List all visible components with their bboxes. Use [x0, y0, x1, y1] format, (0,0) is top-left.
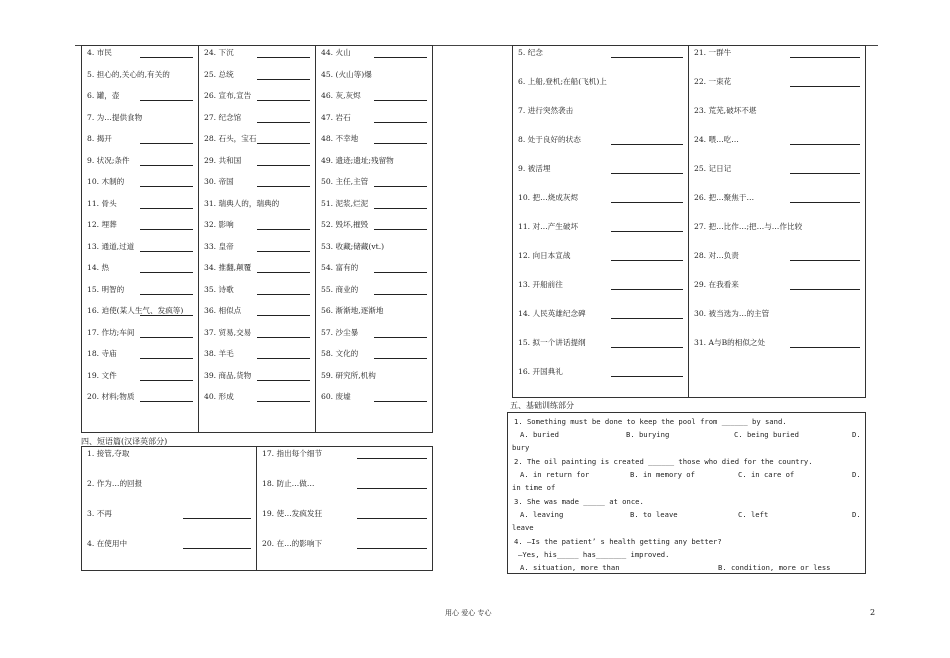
- answer-blank[interactable]: [611, 173, 683, 174]
- list-item: [694, 165, 865, 194]
- answer-blank[interactable]: [140, 186, 193, 187]
- answer-blank[interactable]: [374, 358, 427, 359]
- item-label: 7. 进行突然袭击: [518, 106, 574, 115]
- answer-blank[interactable]: [374, 186, 427, 187]
- item-label: 58. 文化的: [321, 349, 359, 358]
- answer-blank[interactable]: [140, 143, 193, 144]
- answer-blank[interactable]: [611, 144, 683, 145]
- answer-blank[interactable]: [790, 173, 860, 174]
- q3-option-c: C. left: [738, 510, 769, 519]
- answer-blank[interactable]: [140, 57, 193, 58]
- list-item: [87, 350, 198, 372]
- answer-blank[interactable]: [374, 208, 427, 209]
- answer-blank[interactable]: [257, 122, 310, 123]
- item-label: 30. 被当选为…的主管: [694, 309, 770, 318]
- page-footer: 用心 爱心 专心: [445, 609, 492, 617]
- list-item: [87, 157, 198, 179]
- answer-blank[interactable]: [790, 289, 860, 290]
- list-item: [262, 480, 432, 510]
- list-item: [694, 281, 865, 310]
- item-label: 9. 被活埋: [518, 164, 551, 173]
- list-item: [262, 540, 432, 570]
- list-item: [518, 368, 688, 397]
- item-label: 1. 接管,夺取: [87, 449, 130, 458]
- item-label: 6. 上船,登机;在船(飞机)上: [518, 77, 607, 86]
- item-label: 13. 开船前往: [518, 280, 563, 289]
- item-label: 31. A与B的相似之处: [694, 338, 766, 347]
- list-item: [87, 200, 198, 222]
- item-label: 60. 废墟: [321, 392, 351, 401]
- list-item: [321, 393, 432, 415]
- list-item: [694, 339, 865, 368]
- answer-blank[interactable]: [374, 337, 427, 338]
- phrases-section-title: 四、短语篇(汉译英部分): [81, 437, 168, 446]
- item-label: 16. 迫使(某人生气、发疯等): [87, 306, 184, 315]
- list-item: [518, 136, 688, 165]
- answer-blank[interactable]: [611, 260, 683, 261]
- item-label: 27. 把…比作…;把…与…作比较: [694, 222, 803, 231]
- answer-blank[interactable]: [790, 86, 860, 87]
- answer-blank[interactable]: [257, 272, 310, 273]
- q1-option-d: D.: [852, 430, 861, 439]
- answer-blank[interactable]: [374, 229, 427, 230]
- item-label: 24. 下沉: [204, 48, 234, 57]
- list-item: [204, 372, 315, 394]
- list-item: [204, 200, 315, 222]
- vocab-column-3: [316, 46, 433, 433]
- list-item: [321, 92, 432, 114]
- item-label: 24. 喂…吃…: [694, 135, 739, 144]
- item-label: 56. 渐渐地,逐渐地: [321, 306, 384, 315]
- list-item: [321, 135, 432, 157]
- item-label: 6. 罐，壶: [87, 91, 120, 100]
- list-item: [87, 71, 198, 93]
- list-item: [694, 107, 865, 136]
- q2-option-a: A. in return for: [520, 470, 590, 479]
- answer-blank[interactable]: [140, 251, 193, 252]
- list-item: [518, 252, 688, 281]
- item-label: 27. 纪念馆: [204, 112, 242, 122]
- answer-blank[interactable]: [357, 458, 427, 459]
- answer-blank[interactable]: [357, 488, 427, 489]
- list-item: [321, 49, 432, 71]
- question-4-reply: —Yes, his_____ has_______ improved.: [518, 550, 670, 559]
- answer-blank[interactable]: [257, 401, 310, 402]
- item-label: 45. (火山等)爆: [321, 69, 372, 79]
- item-label: 50. 主任,主管: [321, 177, 369, 186]
- answer-blank[interactable]: [140, 315, 193, 316]
- item-label: 44. 火山: [321, 48, 351, 57]
- list-item: [518, 107, 688, 136]
- answer-blank[interactable]: [257, 143, 310, 144]
- list-item: [518, 223, 688, 252]
- answer-blank[interactable]: [140, 380, 193, 381]
- item-label: 40. 形成: [204, 392, 234, 401]
- list-item: [87, 480, 256, 510]
- item-label: 18. 寺庙: [87, 349, 117, 358]
- list-item: [87, 221, 198, 243]
- phrases-right-column-1: [513, 46, 689, 398]
- item-label: 34. 推翻,颠覆: [204, 263, 252, 272]
- list-item: [87, 264, 198, 286]
- list-item: [321, 114, 432, 136]
- answer-blank[interactable]: [357, 548, 427, 549]
- q1-option-b: B. burying: [626, 430, 670, 439]
- phrases-left-column-1: [82, 447, 257, 571]
- item-label: 20. 材料;物质: [87, 392, 135, 401]
- list-item: [518, 339, 688, 368]
- list-item: [321, 221, 432, 243]
- answer-blank[interactable]: [790, 144, 860, 145]
- item-label: 8. 揭开: [87, 134, 112, 143]
- item-label: 28. 石头，宝石: [204, 134, 257, 143]
- item-label: 32. 影响: [204, 220, 234, 229]
- answer-blank[interactable]: [183, 548, 251, 549]
- item-label: 12. 向日本宣战: [518, 251, 571, 260]
- item-label: 48. 不幸地: [321, 134, 359, 143]
- list-item: [87, 450, 256, 480]
- list-item: [321, 350, 432, 372]
- q2-option-d-text: in time of: [512, 483, 556, 492]
- q2-option-d: D.: [852, 470, 861, 479]
- item-label: 14. 热: [87, 263, 110, 272]
- q1-option-d-text: bury: [512, 443, 530, 452]
- answer-blank[interactable]: [374, 401, 427, 402]
- item-label: 11. 骨头: [87, 198, 117, 208]
- page-number: 2: [870, 608, 876, 617]
- item-label: 10. 木制的: [87, 177, 125, 186]
- item-label: 15. 拟一个讲话提纲: [518, 338, 586, 347]
- question-4: 4. —Is the patient’ s health getting any better?: [514, 537, 722, 546]
- list-item: [694, 310, 865, 339]
- list-item: [518, 194, 688, 223]
- q4-option-a: A. situation, more than: [520, 563, 620, 572]
- answer-blank[interactable]: [790, 260, 860, 261]
- vocab-column-1: [82, 46, 199, 433]
- list-item: [262, 450, 432, 480]
- item-label: 25. 记日记: [694, 164, 732, 173]
- answer-blank[interactable]: [374, 272, 427, 273]
- item-label: 38. 羊毛: [204, 349, 234, 358]
- answer-blank[interactable]: [140, 358, 193, 359]
- list-item: [204, 286, 315, 308]
- item-label: 19. 使…发疯发狂: [262, 509, 323, 518]
- answer-blank[interactable]: [257, 229, 310, 230]
- vocabulary-table: [81, 45, 433, 433]
- list-item: [87, 307, 198, 329]
- q3-option-d-text: leave: [512, 523, 534, 532]
- q1-option-a: A. buried: [520, 430, 559, 439]
- answer-blank[interactable]: [611, 289, 683, 290]
- list-item: [262, 510, 432, 540]
- list-item: [204, 329, 315, 351]
- q3-option-a: A. leaving: [520, 510, 564, 519]
- answer-blank[interactable]: [140, 229, 193, 230]
- answer-blank[interactable]: [357, 518, 427, 519]
- item-label: 2. 作为…的回报: [87, 479, 143, 488]
- item-label: 25. 总统: [204, 69, 234, 79]
- item-label: 7. 为…提供食物: [87, 112, 143, 122]
- item-label: 5. 担心的,关心的,有关的: [87, 69, 170, 79]
- item-label: 29. 共和国: [204, 155, 242, 165]
- list-item: [87, 540, 256, 570]
- item-label: 22. 一束花: [694, 77, 732, 86]
- list-item: [204, 264, 315, 286]
- list-item: [321, 329, 432, 351]
- answer-blank[interactable]: [790, 347, 860, 348]
- list-item: [87, 114, 198, 136]
- list-item: [321, 264, 432, 286]
- item-label: 20. 在…的影响下: [262, 539, 323, 548]
- answer-blank[interactable]: [140, 165, 193, 166]
- item-label: 9. 状况;条件: [87, 155, 130, 165]
- answer-blank[interactable]: [257, 294, 310, 295]
- list-item: [87, 135, 198, 157]
- list-item: [87, 243, 198, 265]
- list-item: [321, 157, 432, 179]
- answer-blank[interactable]: [140, 100, 193, 101]
- list-item: [694, 78, 865, 107]
- list-item: [694, 223, 865, 252]
- item-label: 17. 作坊;车间: [87, 327, 135, 337]
- item-label: 59. 研究所,机构: [321, 370, 376, 380]
- list-item: [321, 71, 432, 93]
- item-label: 3. 不再: [87, 509, 112, 518]
- answer-blank[interactable]: [183, 518, 251, 519]
- vocab-column-2: [199, 46, 316, 433]
- answer-blank[interactable]: [257, 57, 310, 58]
- list-item: [204, 350, 315, 372]
- item-label: 33. 皇帝: [204, 241, 234, 251]
- list-item: [87, 49, 198, 71]
- answer-blank[interactable]: [140, 208, 193, 209]
- item-label: 11. 对…产生破坏: [518, 222, 579, 231]
- q4-option-b: B. condition, more or less: [718, 563, 831, 572]
- answer-blank[interactable]: [611, 57, 683, 58]
- list-item: [87, 510, 256, 540]
- list-item: [518, 78, 688, 107]
- list-item: [518, 165, 688, 194]
- item-label: 49. 遗迹;遗址;残留物: [321, 155, 394, 165]
- item-label: 26. 把…聚焦于…: [694, 193, 755, 202]
- answer-blank[interactable]: [790, 57, 860, 58]
- item-label: 15. 明智的: [87, 284, 125, 294]
- item-label: 28. 对…负责: [694, 251, 739, 260]
- item-label: 57. 沙尘暴: [321, 327, 359, 337]
- answer-blank[interactable]: [257, 100, 310, 101]
- item-label: 46. 灰,灰烬: [321, 91, 361, 100]
- list-item: [321, 372, 432, 394]
- item-label: 19. 文件: [87, 370, 117, 380]
- item-label: 18. 防止…做…: [262, 479, 315, 488]
- item-label: 13. 通道,过道: [87, 241, 135, 251]
- item-label: 21. 一群牛: [694, 48, 732, 57]
- answer-blank[interactable]: [374, 122, 427, 123]
- answer-blank[interactable]: [374, 100, 427, 101]
- item-label: 23. 荒芜,破坏不堪: [694, 106, 757, 115]
- list-item: [204, 135, 315, 157]
- q1-option-c: C. being buried: [734, 430, 799, 439]
- item-label: 35. 诗歌: [204, 284, 234, 294]
- list-item: [204, 243, 315, 265]
- list-item: [694, 194, 865, 223]
- item-label: 10. 把…烧成灰烬: [518, 193, 579, 202]
- item-label: 51. 泥浆,烂泥: [321, 198, 369, 208]
- answer-blank[interactable]: [257, 251, 310, 252]
- list-item: [694, 136, 865, 165]
- list-item: [87, 329, 198, 351]
- list-item: [87, 92, 198, 114]
- list-item: [204, 307, 315, 329]
- list-item: [204, 178, 315, 200]
- answer-blank[interactable]: [257, 380, 310, 381]
- list-item: [87, 372, 198, 394]
- list-item: [518, 49, 688, 78]
- list-item: [204, 221, 315, 243]
- phrases-table-right: [512, 45, 866, 398]
- item-label: 31. 瑞典人的，瑞典的: [204, 198, 280, 208]
- answer-blank[interactable]: [611, 376, 683, 377]
- answer-blank[interactable]: [374, 143, 427, 144]
- answer-blank[interactable]: [257, 186, 310, 187]
- item-label: 12. 埋葬: [87, 220, 117, 229]
- answer-blank[interactable]: [374, 57, 427, 58]
- item-label: 36. 相似点: [204, 306, 242, 315]
- answer-blank[interactable]: [140, 337, 193, 338]
- answer-blank[interactable]: [611, 202, 683, 203]
- question-3: 3. She was made _____ at once.: [514, 497, 644, 506]
- item-label: 29. 在我看来: [694, 280, 739, 289]
- item-label: 16. 开国典礼: [518, 367, 563, 376]
- answer-blank[interactable]: [140, 401, 193, 402]
- item-label: 47. 岩石: [321, 112, 351, 122]
- item-label: 37. 贸易,交易: [204, 327, 252, 337]
- answer-blank[interactable]: [257, 165, 310, 166]
- phrases-table-left: [81, 446, 433, 571]
- list-item: [87, 286, 198, 308]
- answer-blank[interactable]: [374, 294, 427, 295]
- answer-blank[interactable]: [140, 294, 193, 295]
- list-item: [87, 393, 198, 415]
- answer-blank[interactable]: [790, 202, 860, 203]
- answer-blank[interactable]: [140, 272, 193, 273]
- item-label: 8. 处于良好的状态: [518, 135, 581, 144]
- q3-option-d: D.: [852, 510, 861, 519]
- item-label: 26. 宣布,宣告: [204, 91, 252, 100]
- list-item: [204, 114, 315, 136]
- list-item: [321, 243, 432, 265]
- item-label: 4. 在使用中: [87, 539, 128, 548]
- multiple-choice-box: [507, 412, 866, 574]
- list-item: [518, 310, 688, 339]
- answer-blank[interactable]: [611, 318, 683, 319]
- list-item: [204, 393, 315, 415]
- answer-blank[interactable]: [257, 79, 310, 80]
- answer-blank[interactable]: [257, 315, 310, 316]
- q2-option-c: C. in care of: [738, 470, 795, 479]
- item-label: 55. 商业的: [321, 284, 359, 294]
- list-item: [204, 71, 315, 93]
- item-label: 52. 毁坏,摧毁: [321, 220, 369, 229]
- item-label: 54. 富有的: [321, 263, 359, 272]
- basic-section-title: 五、基础训练部分: [510, 401, 574, 410]
- list-item: [694, 252, 865, 281]
- list-item: [321, 200, 432, 222]
- q3-option-b: B. to leave: [630, 510, 678, 519]
- list-item: [321, 178, 432, 200]
- question-1: 1. Something must be done to keep the pool from ______ by sand.: [514, 417, 787, 426]
- answer-blank[interactable]: [611, 347, 683, 348]
- q2-option-b: B. in memory of: [630, 470, 695, 479]
- item-label: 53. 收藏;储藏(vt.): [321, 241, 385, 251]
- item-label: 30. 帝国: [204, 177, 234, 186]
- item-label: 17. 指出每个细节: [262, 449, 323, 458]
- list-item: [694, 49, 865, 78]
- answer-blank[interactable]: [257, 358, 310, 359]
- list-item: [321, 286, 432, 308]
- list-item: [87, 178, 198, 200]
- answer-blank[interactable]: [611, 231, 683, 232]
- answer-blank[interactable]: [257, 337, 310, 338]
- item-label: 14. 人民英雄纪念碑: [518, 309, 586, 318]
- list-item: [204, 157, 315, 179]
- item-label: 4. 市民: [87, 48, 112, 57]
- list-item: [321, 307, 432, 329]
- list-item: [204, 49, 315, 71]
- question-2: 2. The oil painting is created ______ those who died for the country.: [514, 457, 813, 466]
- item-label: 39. 商品,货物: [204, 370, 252, 380]
- list-item: [204, 92, 315, 114]
- phrases-left-column-2: [257, 447, 433, 571]
- phrases-right-column-2: [689, 46, 866, 398]
- item-label: 5. 纪念: [518, 48, 543, 57]
- list-item: [518, 281, 688, 310]
